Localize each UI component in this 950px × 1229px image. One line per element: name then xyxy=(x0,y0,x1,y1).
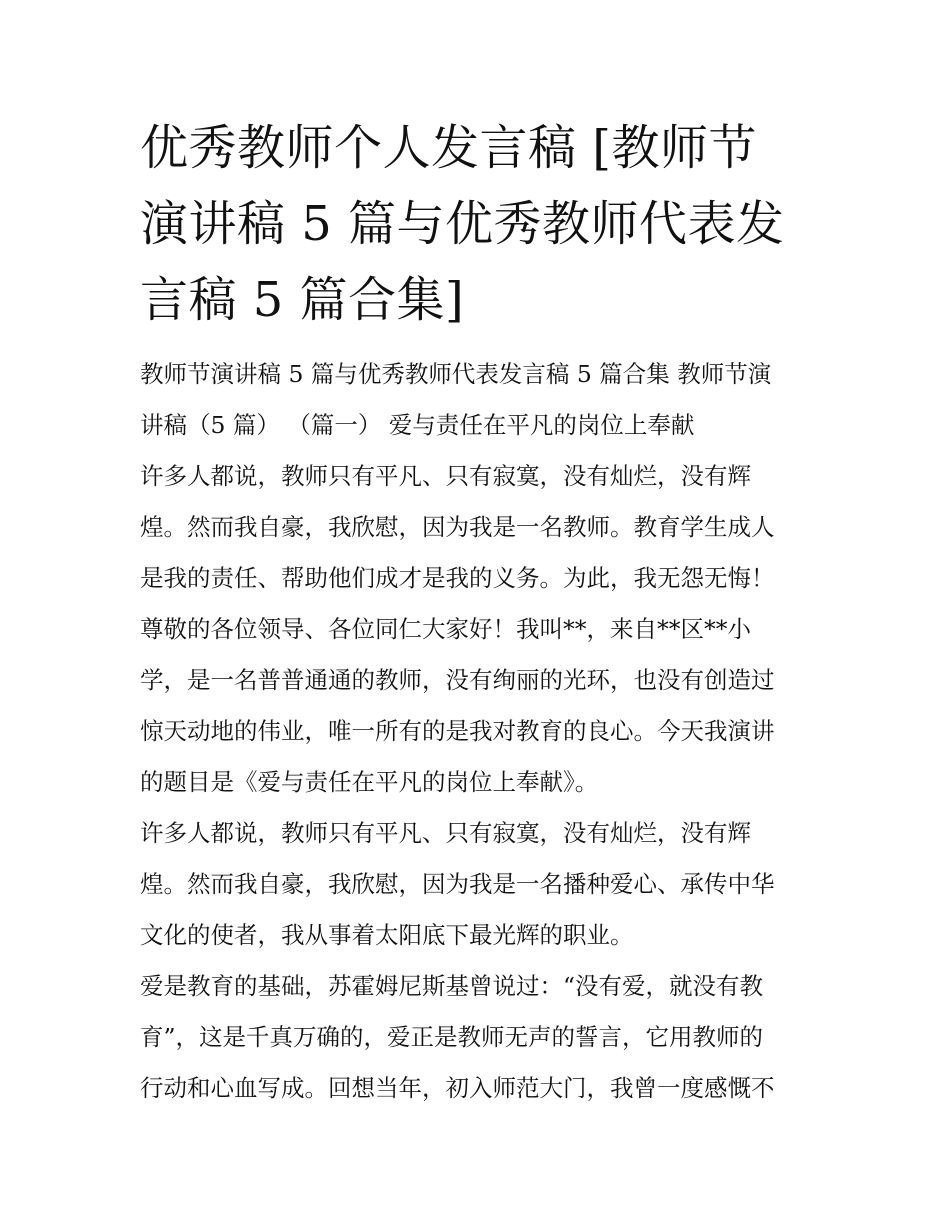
document-content xyxy=(140,110,815,1114)
body-line: 文化的使者，我从事着太阳底下最光辉的职业。 xyxy=(140,921,634,949)
body-line: 许多人都说，教师只有平凡、只有寂寞，没有灿烂，没有辉 xyxy=(140,462,751,490)
body-line: 爱是教育的基础，苏霍姆尼斯基曾说过：“没有爱，就没有教 xyxy=(140,972,764,1000)
title-line: 演讲稿 5 篇与优秀教师代表发 xyxy=(140,196,785,252)
body-line: 是我的责任、帮助他们成才是我的义务。为此，我无怨无悔！ xyxy=(140,564,775,592)
body-line: 尊敬的各位领导、各位同仁大家好！我叫**，来自**区**小 xyxy=(140,615,751,643)
title-line: 言稿 5 篇合集] xyxy=(140,272,465,328)
body-line: 煌。然而我自豪，我欣慰，因为我是一名教师。教育学生成人 xyxy=(140,513,775,541)
body-line: 学，是一名普普通通的教师，没有绚丽的光环，也没有创造过 xyxy=(140,666,775,694)
body-line: 惊天动地的伟业，唯一所有的是我对教育的良心。今天我演讲 xyxy=(140,717,775,745)
body-line: 许多人都说，教师只有平凡、只有寂寞，没有灿烂，没有辉 xyxy=(140,819,751,847)
document-title xyxy=(140,110,815,338)
body-line: 行动和心血写成。回想当年，初入师范大门，我曾一度感慨不 xyxy=(140,1074,775,1102)
body-line: 育”，这是千真万确的，爱正是教师无声的誓言，它用教师的 xyxy=(140,1023,764,1051)
body-line: 讲稿（5 篇） （篇一） 爱与责任在平凡的岗位上奉献 xyxy=(140,411,695,439)
title-line: 优秀教师个人发言稿 [教师节 xyxy=(140,120,757,176)
body-line: 的题目是《爱与责任在平凡的岗位上奉献》。 xyxy=(140,768,599,796)
body-line: 煌。然而我自豪，我欣慰，因为我是一名播种爱心、承传中华 xyxy=(140,870,775,898)
document-body xyxy=(140,349,815,1114)
body-line: 教师节演讲稿 5 篇与优秀教师代表发言稿 5 篇合集 教师节演 xyxy=(140,360,772,388)
